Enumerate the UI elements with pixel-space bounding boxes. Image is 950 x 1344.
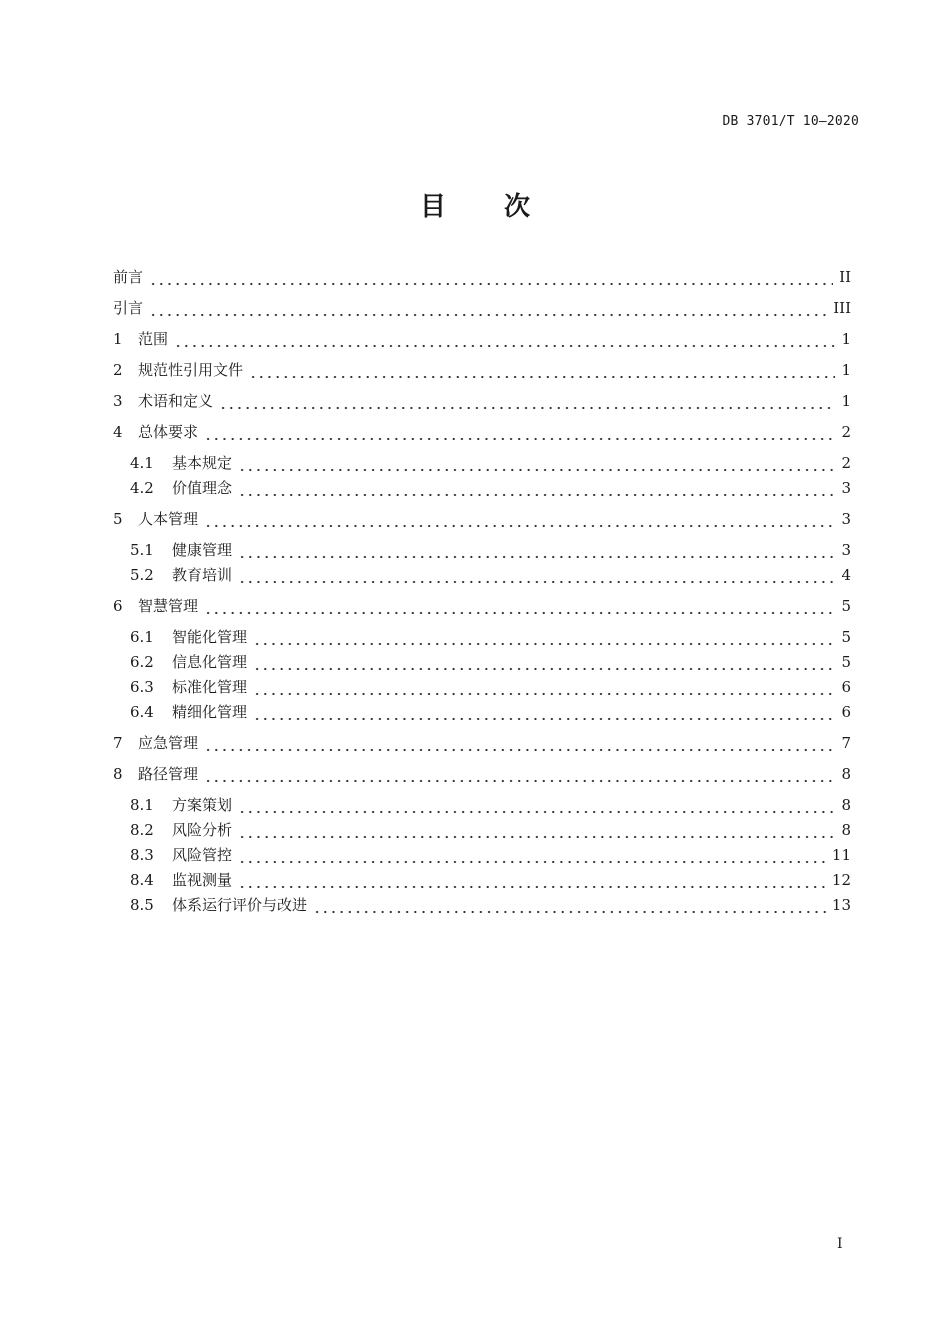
toc-entry-page: 8 — [841, 796, 851, 814]
dot-leader — [149, 296, 827, 320]
toc-entry[interactable] — [113, 420, 851, 444]
toc-entry-label: 风险管控 — [172, 846, 233, 864]
dot-leader — [204, 762, 835, 786]
dot-leader — [204, 731, 835, 755]
toc-entry-label: 方案策划 — [172, 796, 233, 814]
toc-entry[interactable] — [130, 868, 851, 892]
toc-entry[interactable] — [113, 358, 851, 382]
toc-entry-label: 精细化管理 — [172, 703, 248, 721]
dot-leader — [149, 265, 833, 289]
toc-entry-number: 6.3 — [130, 678, 154, 696]
toc-entry-page: 5 — [841, 628, 851, 646]
toc-entry-number: 7 — [113, 734, 123, 752]
toc-entry[interactable] — [113, 762, 851, 786]
toc-entry-label: 健康管理 — [172, 541, 233, 559]
toc-entry[interactable] — [113, 731, 851, 755]
toc-entry-number: 8.2 — [130, 821, 154, 839]
dot-leader — [253, 625, 835, 649]
toc-entry-label: 基本规定 — [172, 454, 233, 472]
toc-entry-page: 3 — [841, 510, 851, 528]
dot-leader — [238, 843, 826, 867]
toc-entry-label: 路径管理 — [138, 765, 199, 783]
toc-entry[interactable] — [130, 563, 851, 587]
toc-entry-page: 5 — [841, 597, 851, 615]
toc-entry-number: 4.1 — [130, 454, 154, 472]
toc-entry-number: 5 — [113, 510, 123, 528]
dot-leader — [174, 327, 835, 351]
toc-entry[interactable] — [130, 538, 851, 562]
toc-entry-number: 2 — [113, 361, 123, 379]
toc-entry-label: 信息化管理 — [172, 653, 248, 671]
toc-entry[interactable] — [130, 700, 851, 724]
toc-entry-page: 11 — [831, 846, 851, 864]
dot-leader — [238, 451, 835, 475]
toc-entry-page: 7 — [841, 734, 851, 752]
toc-entry-label: 引言 — [113, 299, 144, 317]
toc-entry-page: 1 — [841, 392, 851, 410]
toc-entry-number: 6 — [113, 597, 123, 615]
toc-entry-label: 标准化管理 — [172, 678, 248, 696]
dot-leader — [238, 538, 835, 562]
toc-entry-label: 人本管理 — [138, 510, 199, 528]
toc-entry[interactable] — [130, 675, 851, 699]
toc-entry-label: 总体要求 — [138, 423, 199, 441]
toc-entry[interactable] — [130, 893, 851, 917]
dot-leader — [238, 563, 835, 587]
dot-leader — [253, 650, 835, 674]
toc-entry-label: 智慧管理 — [138, 597, 199, 615]
toc-entry[interactable] — [130, 843, 851, 867]
toc-entry-label: 规范性引用文件 — [138, 361, 244, 379]
toc-entry-page: 4 — [841, 566, 851, 584]
dot-leader — [253, 700, 835, 724]
toc-entry[interactable] — [130, 451, 851, 475]
toc-entry-page: III — [833, 299, 851, 317]
dot-leader — [313, 893, 826, 917]
toc-entry-label: 智能化管理 — [172, 628, 248, 646]
toc-entry-number: 8.3 — [130, 846, 154, 864]
toc-entry-label: 价值理念 — [172, 479, 233, 497]
toc-entry-page: 2 — [841, 454, 851, 472]
toc-entry-number: 5.2 — [130, 566, 154, 584]
toc-entry-label: 监视测量 — [172, 871, 233, 889]
toc-entry-number: 8.4 — [130, 871, 154, 889]
toc-entry[interactable] — [113, 327, 851, 351]
dot-leader — [238, 818, 835, 842]
toc-entry-page: II — [839, 268, 851, 286]
dot-leader — [253, 675, 835, 699]
toc-entry-label: 前言 — [113, 268, 144, 286]
toc-entry-label: 应急管理 — [138, 734, 199, 752]
dot-leader — [238, 868, 826, 892]
toc-entry-page: 6 — [841, 703, 851, 721]
toc-entry-page: 1 — [841, 361, 851, 379]
toc-entry-page: 5 — [841, 653, 851, 671]
toc-entry-number: 8.5 — [130, 896, 154, 914]
toc-entry-label: 风险分析 — [172, 821, 233, 839]
toc-entry-page: 6 — [841, 678, 851, 696]
toc-entry-label: 体系运行评价与改进 — [172, 896, 308, 914]
toc-entry-page: 3 — [841, 541, 851, 559]
toc-entry-number: 6.1 — [130, 628, 154, 646]
toc-entry[interactable] — [130, 793, 851, 817]
toc-entry-page: 2 — [841, 423, 851, 441]
dot-leader — [238, 793, 835, 817]
toc-entry-number: 8 — [113, 765, 123, 783]
toc-entry-page: 8 — [841, 821, 851, 839]
dot-leader — [219, 389, 835, 413]
toc-entry-number: 6.2 — [130, 653, 154, 671]
toc-entry[interactable] — [130, 818, 851, 842]
toc-entry-number: 4 — [113, 423, 123, 441]
toc-entry-label: 术语和定义 — [138, 392, 214, 410]
dot-leader — [238, 476, 835, 500]
toc-entry-number: 3 — [113, 392, 123, 410]
toc-entry[interactable] — [130, 625, 851, 649]
dot-leader — [249, 358, 835, 382]
toc-entry-label: 教育培训 — [172, 566, 233, 584]
toc-entry-number: 8.1 — [130, 796, 154, 814]
dot-leader — [204, 420, 835, 444]
toc-entry-number: 6.4 — [130, 703, 154, 721]
toc-entry-number: 4.2 — [130, 479, 154, 497]
document-code: DB 3701/T 10—2020 — [722, 114, 859, 129]
toc-entry[interactable] — [113, 507, 851, 531]
toc-entry[interactable] — [130, 650, 851, 674]
page-title: 目次 — [419, 192, 588, 222]
toc-entry[interactable] — [113, 389, 851, 413]
toc-entry-page: 3 — [841, 479, 851, 497]
toc-entry[interactable] — [113, 265, 851, 289]
toc-entry-page: 12 — [831, 871, 851, 889]
toc-entry[interactable] — [113, 296, 851, 320]
toc-entry-number: 5.1 — [130, 541, 154, 559]
toc-entry-page: 8 — [841, 765, 851, 783]
toc-entry-page: 13 — [831, 896, 851, 914]
toc-entry[interactable] — [113, 594, 851, 618]
toc-entry-number: 1 — [113, 330, 123, 348]
dot-leader — [204, 507, 835, 531]
toc-entry-label: 范围 — [138, 330, 169, 348]
page-number: I — [837, 1236, 843, 1252]
dot-leader — [204, 594, 835, 618]
toc-entry-page: 1 — [841, 330, 851, 348]
toc-entry[interactable] — [130, 476, 851, 500]
